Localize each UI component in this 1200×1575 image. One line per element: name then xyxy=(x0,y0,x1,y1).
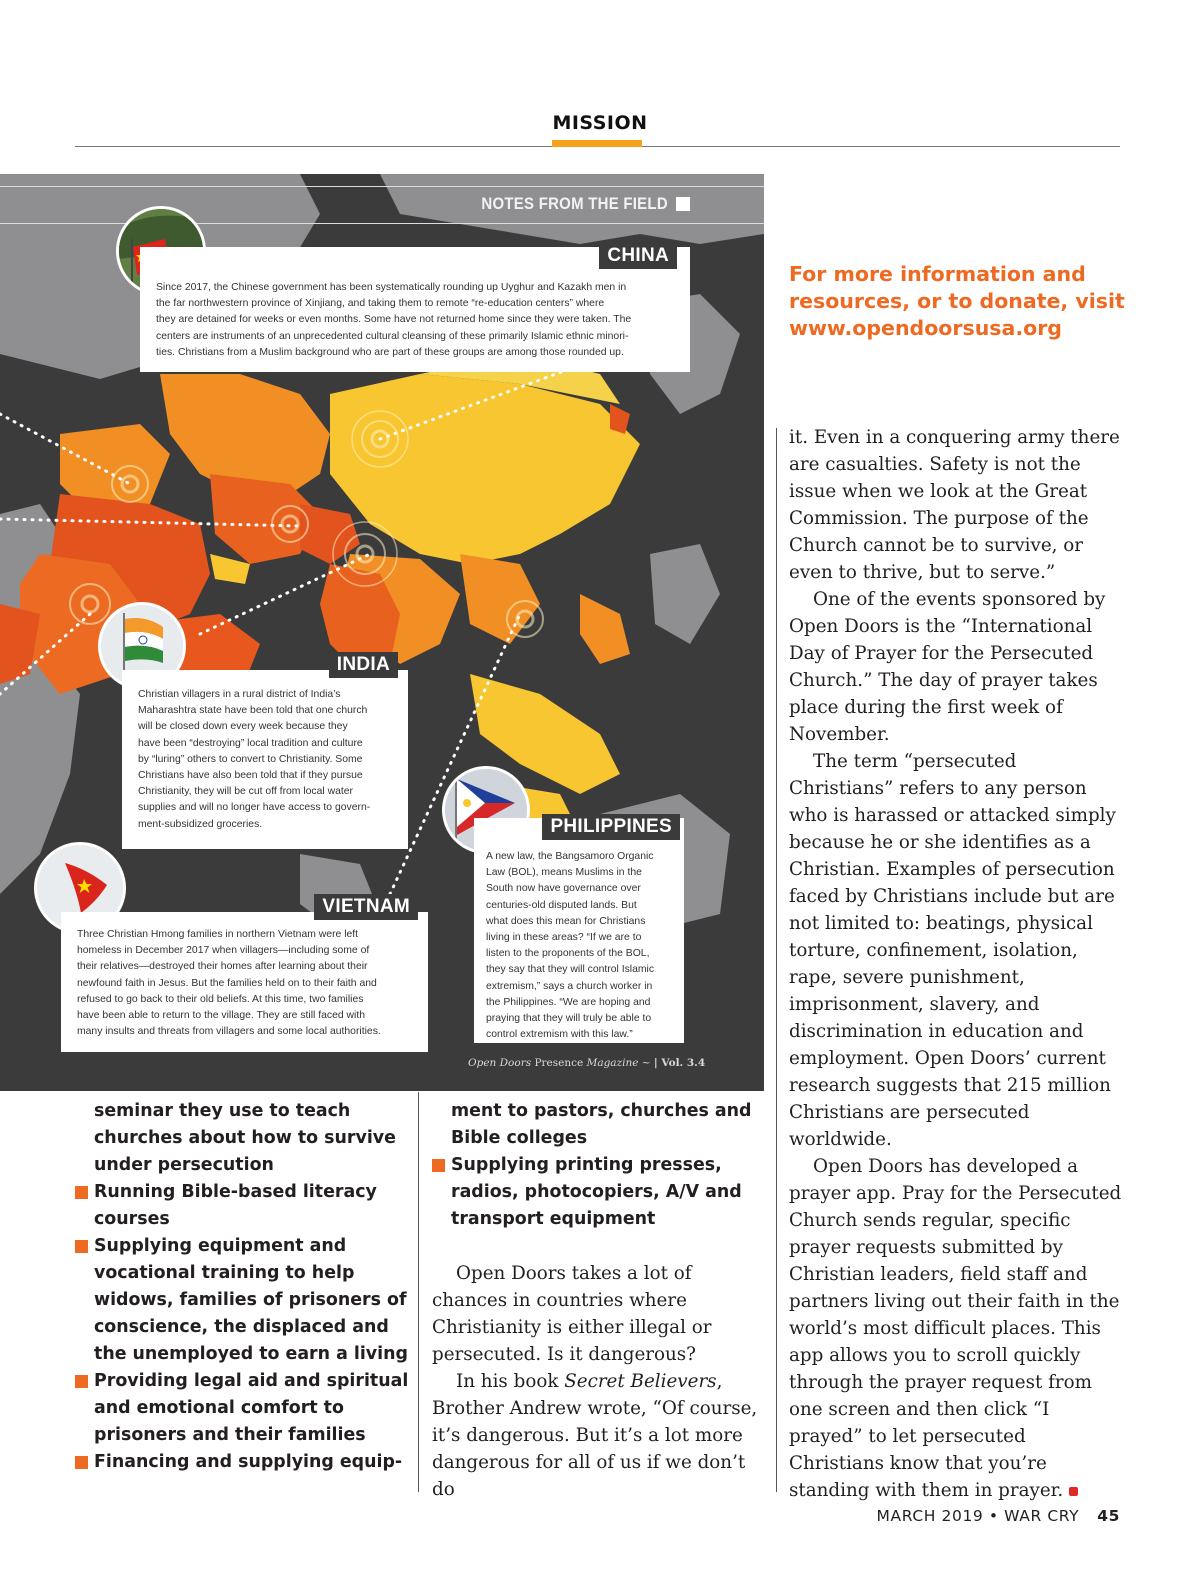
notes-banner-title: NOTES FROM THE FIELD xyxy=(481,194,668,213)
column-divider xyxy=(776,428,777,1492)
philippines-line: they say that they will control Islamic xyxy=(486,964,655,976)
china-line: ties. Christians from a Muslim background who are part of these groups are among those rounded up. xyxy=(156,346,624,358)
activities-list-1 xyxy=(75,1098,413,1476)
column-3 xyxy=(789,424,1125,1504)
credit-volume: | Vol. 3.4 xyxy=(653,1057,706,1069)
banner-square-icon xyxy=(676,197,690,211)
india-line: Christianity, they will be cut off from local water xyxy=(138,786,354,798)
list-item: Financing and supplying equip- xyxy=(75,1449,413,1476)
india-line: supplies and will no longer have access to govern- xyxy=(138,802,371,814)
philippines-line: what does this mean for Christians xyxy=(486,915,646,927)
book-title: Secret Believers xyxy=(564,1371,717,1392)
china-note xyxy=(140,247,690,372)
vietnam-line: their relatives—destroyed their homes after learning about their xyxy=(77,961,368,973)
page-number: 45 xyxy=(1097,1507,1120,1525)
column-2 xyxy=(432,1098,762,1503)
philippines-note xyxy=(474,818,684,1043)
vietnam-line: have been able to return to the village. They are still faced with xyxy=(77,1010,366,1022)
list-item: Supplying equipment and vocational training to help widows, families of prisoners of conscience, the displaced and the unemployed to earn a living xyxy=(75,1233,413,1368)
india-line: ment-subsidized groceries. xyxy=(138,818,263,830)
persecution-map xyxy=(0,174,764,1091)
philippines-line: extremism,” says a church worker in xyxy=(486,980,653,992)
paragraph: The term “persecuted Christians” refers to any person who is harassed or attacked simply because he or she identifies as a Christian. Examples of persecution faced by Christians include but are not limited to: beatings, physical torture, confinement, isolation, rape, severe punishment, imprisonment, slavery, and discrimination in education and employment. Open Doors’ current research suggests that 215 million Christians are persecuted worldwide. xyxy=(789,751,1116,1150)
column-1 xyxy=(75,1098,413,1476)
vietnam-line: homeless in December 2017 when villagers—including some of xyxy=(77,945,370,957)
callout-line: For more information and xyxy=(789,262,1086,286)
column-divider xyxy=(418,1092,419,1492)
credit-publisher: Open Doors xyxy=(468,1057,532,1069)
india-line: Maharashtra state have been told that one church xyxy=(138,705,368,717)
section-header xyxy=(0,112,1200,134)
philippines-line: centuries-old disputed lands. But xyxy=(486,899,637,911)
china-tag: CHINA xyxy=(599,243,677,269)
page-footer xyxy=(877,1507,1120,1525)
paragraph xyxy=(432,1368,762,1503)
philippines-line: A new law, the Bangsamoro Organic xyxy=(486,851,654,862)
india-line: will be closed down every week because they xyxy=(138,721,348,733)
china-line: Since 2017, the Chinese government has been systematically rounding up Uyghur and Kazakh men in xyxy=(156,282,627,293)
vietnam-line: newfound faith in Jesus. But the families held on to their faith and xyxy=(77,977,377,989)
philippines-line: praying that they will truly be able to xyxy=(486,1013,652,1025)
notes-banner xyxy=(0,186,764,224)
vietnam-line: many insults and threats from villagers and some local authorities. xyxy=(77,1026,381,1038)
india-note xyxy=(122,654,408,849)
vietnam-tag: VIETNAM xyxy=(314,894,418,920)
list-item: Providing legal aid and spiritual and emotional comfort to prisoners and their families xyxy=(75,1368,413,1449)
text-run: Open Doors has developed a prayer app. Pray for the Persecuted Church sends regular, specific prayer requests submitted by Christian leaders, field staff and partners living out their faith in the world’s most difficult places. This app allows you to scroll quickly through the prayer request from one screen and then click “I prayed” to let persecuted Christians know that you’re standing with them in prayer. xyxy=(789,1156,1122,1501)
donate-callout xyxy=(789,261,1149,342)
china-line: they are detained for weeks or even months. Some have not returned home since they were taken. The xyxy=(156,314,632,326)
vietnam-note-text xyxy=(77,927,420,1040)
paragraph xyxy=(789,1153,1125,1504)
china-note-text xyxy=(156,280,678,361)
philippines-note-text xyxy=(486,849,676,1043)
philippines-line: listen to the proponents of the BOL, xyxy=(486,948,650,960)
india-line: have been “destroying” local tradition and culture xyxy=(138,737,363,749)
vietnam-line: Three Christian Hmong families in northern Vietnam were left xyxy=(77,929,359,940)
philippines-line: Law (BOL), means Muslims in the xyxy=(486,867,642,879)
credit-magazine: Magazine ~ xyxy=(586,1057,654,1069)
vietnam-line: refused to go back to their old beliefs. At this time, two families xyxy=(77,993,364,1005)
issue-label: MARCH 2019 • WAR CRY xyxy=(876,1507,1080,1525)
paragraph: it. Even in a conquering army there are casualties. Safety is not the issue when we look at the Great Commission. The purpose of the Church cannot be to survive, or even to thrive, but to serve.” xyxy=(789,427,1120,583)
philippines-line: living in these areas? “If we are to xyxy=(486,932,642,944)
paragraph: Open Doors takes a lot of chances in countries where Christianity is either illegal or persecuted. Is it dangerous? xyxy=(432,1263,712,1365)
list-item: seminar they use to teach churches about how to survive under persecution xyxy=(94,1101,396,1175)
end-mark-icon xyxy=(1069,1487,1078,1496)
philippines-line: control extremism with this law.” xyxy=(486,1029,633,1041)
callout-url[interactable]: www.opendoorsusa.org xyxy=(789,316,1062,340)
philippines-tag: PHILIPPINES xyxy=(542,814,680,840)
text-run: In his book xyxy=(456,1371,565,1392)
activities-list-2 xyxy=(432,1098,762,1233)
credit-presence: Presence xyxy=(531,1057,587,1069)
india-note-text xyxy=(138,687,400,833)
text-run: , Brother Andrew wrote, “Of course, it’s dangerous. But it’s a lot more dangerous for all of us if we don’t do xyxy=(432,1371,758,1500)
philippines-line: South now have governance over xyxy=(486,883,641,895)
section-label: MISSION xyxy=(552,112,648,134)
list-item: Running Bible-based literacy courses xyxy=(75,1179,413,1233)
callout-line: resources, or to donate, visit xyxy=(789,289,1125,313)
header-rule-accent xyxy=(552,140,642,147)
list-item: ment to pastors, churches and Bible colleges xyxy=(451,1101,752,1148)
india-line: by “luring” others to convert to Christianity. Some xyxy=(138,753,363,765)
map-credit xyxy=(468,1057,705,1069)
vietnam-note xyxy=(61,896,428,1052)
india-line: Christian villagers in a rural district of India’s xyxy=(138,689,341,700)
china-line: the far northwestern province of Xinjiang, and taking them to remote “re-education centers” where xyxy=(156,298,605,310)
india-line: Christians have also been told that if they pursue xyxy=(138,770,363,782)
china-line: centers are instruments of an unprecedented cultural cleansing of these primarily Islamic ethnic minori- xyxy=(156,330,629,342)
paragraph: One of the events sponsored by Open Doors is the “International Day of Prayer for the Persecuted Church.” The day of prayer takes place during the first week of November. xyxy=(789,589,1106,745)
philippines-line: the Philippines. “We are hoping and xyxy=(486,996,651,1008)
india-tag: INDIA xyxy=(329,652,398,678)
list-item: Supplying printing presses, radios, photocopiers, A/V and transport equipment xyxy=(432,1152,762,1233)
